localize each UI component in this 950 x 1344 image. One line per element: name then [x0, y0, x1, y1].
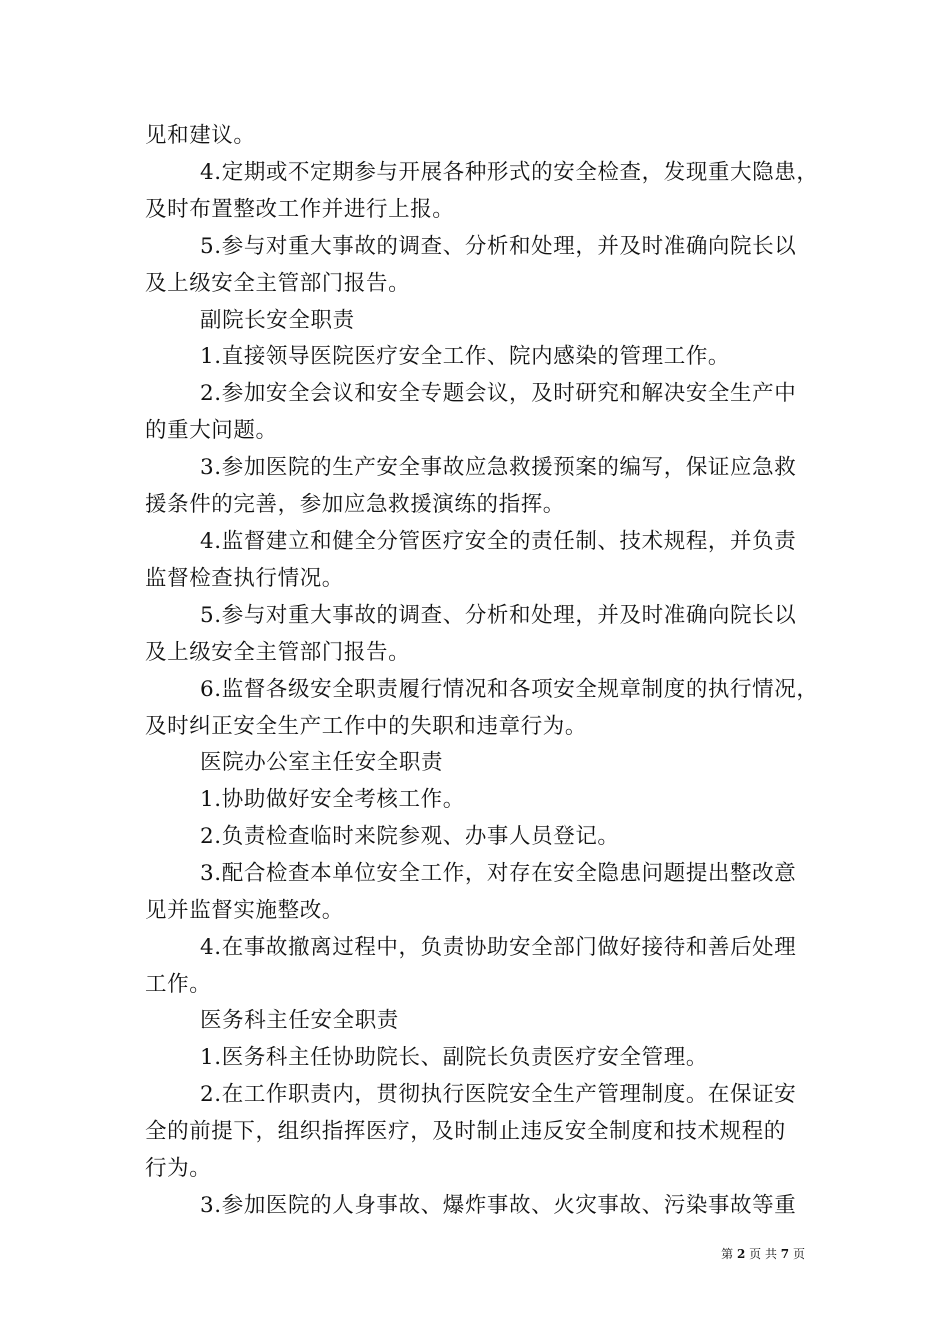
text-line: 援条件的完善，参加应急救援演练的指挥。: [145, 492, 565, 517]
text-line: 3.参加医院的生产安全事故应急救援预案的编写，保证应急救: [200, 455, 797, 480]
text-line: 工作。: [145, 972, 212, 997]
text-line: 3.参加医院的人身事故、爆炸事故、火灾事故、污染事故等重: [200, 1193, 797, 1218]
text-line: 及上级安全主管部门报告。: [145, 271, 411, 296]
text-line: 3.配合检查本单位安全工作，对存在安全隐患问题提出整改意: [200, 861, 797, 886]
text-line: 行为。: [145, 1156, 212, 1181]
section-heading: 副院长安全职责: [200, 308, 355, 333]
text-line: 及时纠正安全生产工作中的失职和违章行为。: [145, 714, 588, 739]
text-line: 见并监督实施整改。: [145, 898, 344, 923]
footer-middle: 页 共: [749, 1247, 777, 1261]
text-line: 1.直接领导医院医疗安全工作、院内感染的管理工作。: [200, 344, 731, 369]
current-page-number: 2: [736, 1247, 746, 1261]
text-line: 监督检查执行情况。: [145, 566, 344, 591]
total-page-number: 7: [780, 1247, 790, 1261]
text-line: 4.定期或不定期参与开展各种形式的安全检查，发现重大隐患，: [200, 160, 819, 185]
text-line: 的重大问题。: [145, 418, 278, 443]
text-line: 4.在事故撤离过程中，负责协助安全部门做好接待和善后处理: [200, 935, 797, 960]
text-line: 及上级安全主管部门报告。: [145, 640, 411, 665]
text-line: 2.在工作职责内，贯彻执行医院安全生产管理制度。在保证安: [200, 1082, 797, 1107]
section-heading: 医务科主任安全职责: [200, 1008, 399, 1033]
page-footer: [721, 1246, 805, 1262]
text-line: 及时布置整改工作并进行上报。: [145, 197, 455, 222]
text-line: 全的前提下，组织指挥医疗，及时制止违反安全制度和技术规程的: [145, 1119, 786, 1144]
text-line: 2.参加安全会议和安全专题会议，及时研究和解决安全生产中: [200, 381, 797, 406]
text-line: 5.参与对重大事故的调查、分析和处理，并及时准确向院长以: [200, 234, 797, 259]
text-line: 1.医务科主任协助院长、副院长负责医疗安全管理。: [200, 1045, 708, 1070]
text-line: 4.监督建立和健全分管医疗安全的责任制、技术规程，并负责: [200, 529, 797, 554]
footer-prefix: 第: [721, 1247, 734, 1261]
text-line: 见和建议。: [145, 123, 256, 148]
text-line: 1.协助做好安全考核工作。: [200, 787, 465, 812]
text-line: 5.参与对重大事故的调查、分析和处理，并及时准确向院长以: [200, 603, 797, 628]
footer-suffix: 页: [792, 1247, 805, 1261]
text-line: 6.监督各级安全职责履行情况和各项安全规章制度的执行情况，: [200, 677, 819, 702]
section-heading: 医院办公室主任安全职责: [200, 750, 444, 775]
text-line: 2.负责检查临时来院参观、办事人员登记。: [200, 824, 620, 849]
